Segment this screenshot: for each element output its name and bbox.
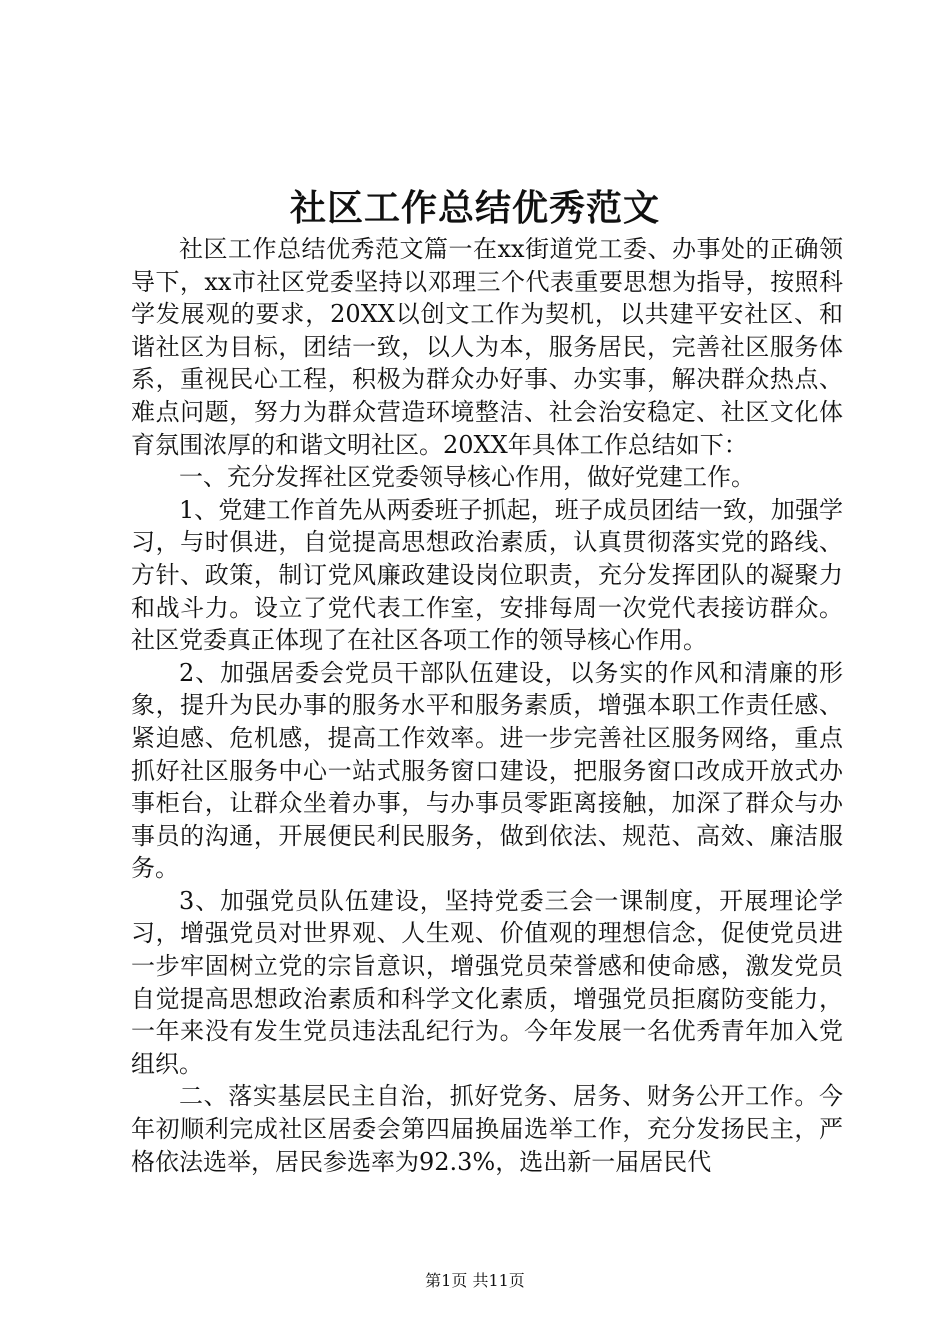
paragraph-intro: 社区工作总结优秀范文篇一在xx街道党工委、办事处的正确领导下，xx市社区党委坚持以邓理三个代表重要思想为指导，按照科学发展观的要求，20XX以创文工作为契机，以共建平安社区、和谐社区为目标，团结一致，以人为本，服务居民，完善社区服务体系，重视民心工程，积极为群众办好事、办实事，解决群众热点、难点问题，努力为群众营造环境整洁、社会治安稳定、社区文化体育氛围浓厚的和谐文明社区。20XX年具体工作总结如下： (131, 235, 843, 459)
paragraph-section-2: 二、落实基层民主自治，抓好党务、居务、财务公开工作。今年初顺利完成社区居委会第四届换届选举工作，充分发扬民主，严格依法选举，居民参选率为92.3%，选出新一届居民代 (131, 1082, 843, 1176)
document-title: 社区工作总结优秀范文 (289, 187, 660, 229)
paragraph-section-1-heading: 一、充分发挥社区党委领导核心作用，做好党建工作。 (179, 463, 755, 492)
paragraph-item-3: 3、加强党员队伍建设，坚持党委三会一课制度，开展理论学习，增强党员对世界观、人生观、价值观的理想信念，促使党员进一步牢固树立党的宗旨意识，增强党员荣誉感和使命感，激发党员自觉提高思想政治素质和科学文化素质，增强党员拒腐防变能力，一年来没有发生党员违法乱纪行为。今年发展一名优秀青年加入党组织。 (131, 886, 843, 1078)
document-body (131, 233, 843, 1178)
page-footer: 第1页 共11页 (425, 1271, 525, 1290)
paragraph-item-1: 1、党建工作首先从两委班子抓起，班子成员团结一致，加强学习，与时俱进，自觉提高思想政治素质，认真贯彻落实党的路线、方针、政策，制订党风廉政建设岗位职责，充分发挥团队的凝聚力和战斗力。设立了党代表工作室，安排每周一次党代表接访群众。社区党委真正体现了在社区各项工作的领导核心作用。 (131, 495, 843, 655)
paragraph-item-2: 2、加强居委会党员干部队伍建设，以务实的作风和清廉的形象，提升为民办事的服务水平和服务素质，增强本职工作责任感、紧迫感、危机感，提高工作效率。进一步完善社区服务网络，重点抓好社区服务中心一站式服务窗口建设，把服务窗口改成开放式办事柜台，让群众坐着办事，与办事员零距离接触，加深了群众与办事员的沟通，开展便民利民服务，做到依法、规范、高效、廉洁服务。 (131, 658, 843, 883)
